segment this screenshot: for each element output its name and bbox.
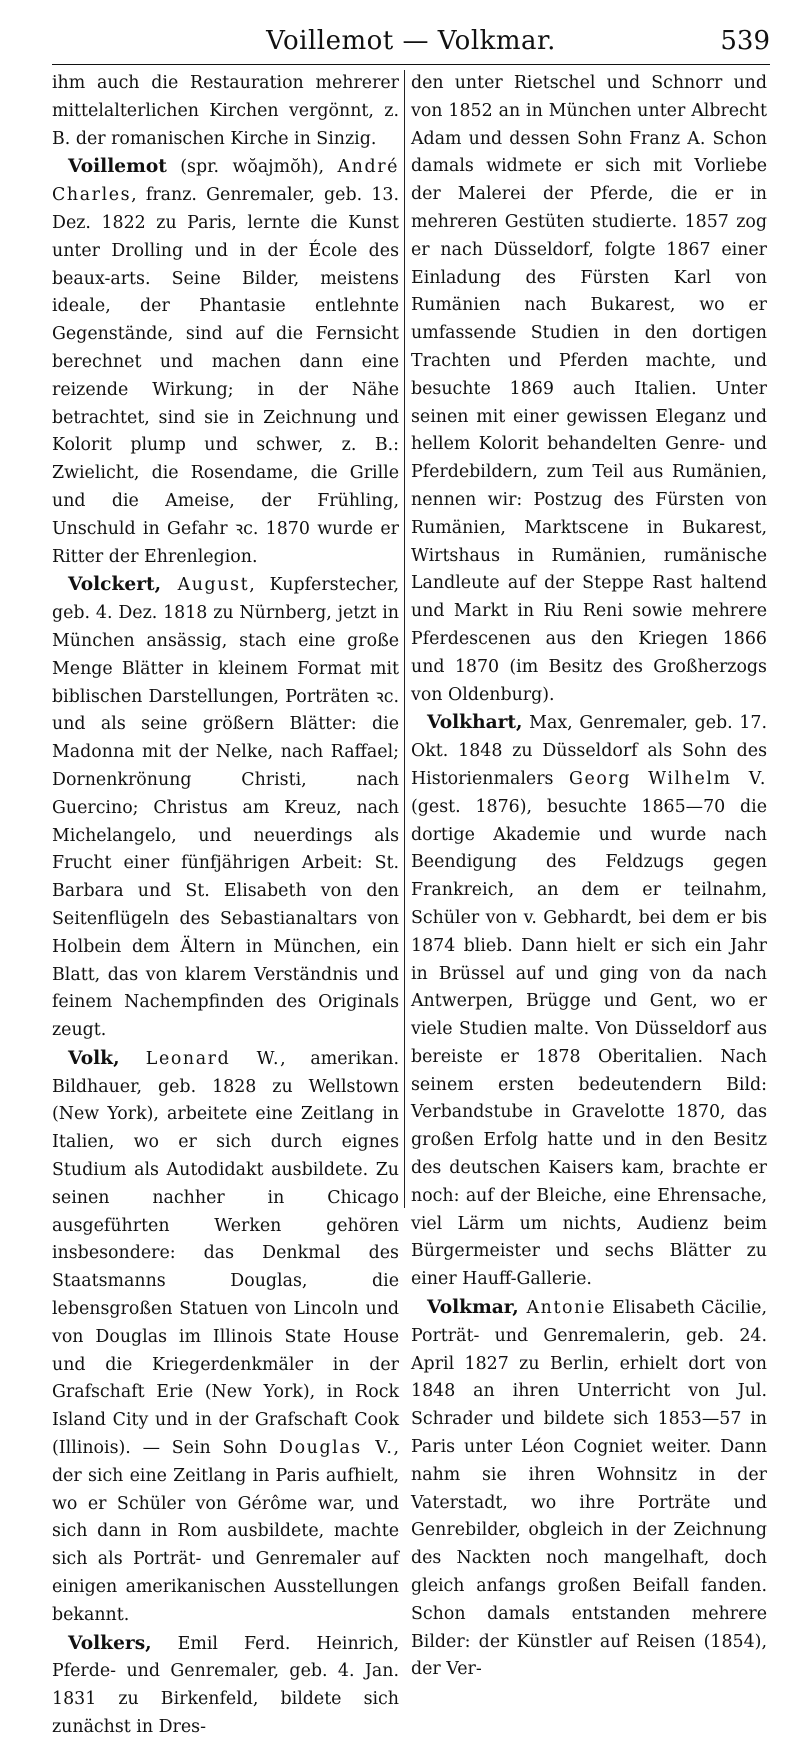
entry-text: , franz. Genremaler, geb. 13. Dez. 1822 zu Paris, lernte die Kunst unter Drolling und in der École des beaux-arts. Seine Bilder, meistens ideale, der Phantasie entlehnte Gegenstände, sind auf die Fernsicht berechnet und machen dann eine reizende Wirkung; in der Nähe betrachtet, sind sie in Zeichnung und Kolorit plump und schwer, z. B.: Zwielicht, die Rosendame, die Grille und die Ameise, der Frühling, Unschuld in Gefahr ꝛc. 1870 wurde er Ritter der Ehrenlegion. bbox=[52, 185, 399, 567]
entry-volkers bbox=[52, 1630, 399, 1742]
right-column bbox=[411, 70, 767, 1680]
headword: Volkers, bbox=[68, 1632, 152, 1654]
entry-text: Elisabeth Cäcilie, Porträt- und Genremalerin, geb. 24. April 1827 zu Berlin, erhielt dort von 1848 an ihren Unterricht von Jul. Schrader und bildete sich 1853—57 in Paris unter Léon Cogniet weiter. Dann nahm sie ihren Wohnsitz in der Vaterstadt, wo ihre Porträte und Genrebilder, obgleich in der Zeichnung des Nackten noch mangelhaft, doch gleich anfangs großen Beifall fanden. Schon damals entstanden mehrere Bilder: der Künstler auf Reisen (1854), der Ver- bbox=[411, 1298, 767, 1680]
entry-volckert bbox=[52, 571, 399, 1045]
entry-text: , Pferde- und Genremaler, geb. 4. Jan. 1831 zu Birkenfeld, bildete sich zunächst in Dres- bbox=[52, 1633, 399, 1738]
entry-text: , Genremaler, geb. 17. Okt. 1848 zu Düsseldorf als Sohn des Historienmalers bbox=[411, 713, 767, 789]
running-head: Voillemot — Volkmar. bbox=[266, 26, 556, 56]
column-divider bbox=[404, 70, 405, 1208]
headword: Volk, bbox=[68, 1047, 120, 1069]
continuation-text: ihm auch die Restauration mehrerer mittelalterlichen Kirchen vergönnt, z. B. der romanischen Kirche in Sinzig. bbox=[52, 73, 399, 149]
given-names: Leonard W. bbox=[119, 1048, 281, 1069]
headword: Volckert, bbox=[68, 574, 162, 596]
headword: Voillemot bbox=[68, 156, 167, 178]
headword: Volkmar, bbox=[427, 1297, 519, 1319]
continuation-text: den unter Rietschel und Schnorr und von 1852 an in München unter Albrecht Adam und dessen Sohn Franz A. Schon damals widmete er sich mit Vorliebe der Malerei der Pferde, die er in mehreren Gestüten studierte. 1857 zog er nach Düsseldorf, folgte 1867 einer Einladung des Fürsten Karl von Rumänien nach Bukarest, wo er umfassende Studien in den dortigen Trachten und Pferden machte, und besuchte 1869 auch Italien. Unter seinen mit einer gewissen Eleganz und hellem Kolorit behandelten Genre- und Pferdebildern, zum Teil aus Rumänien, nennen wir: Postzug des Fürsten von Rumänien, Marktscene in Bukarest, Wirtshaus in Rumänien, rumänische Landleute auf der Steppe Rast haltend und Markt in Riu Reni sowie mehrere Pferdescenen aus den Kriegen 1866 und 1870 (im Besitz des Großherzogs von Oldenburg). bbox=[411, 73, 767, 705]
son-name: Douglas V. bbox=[279, 1438, 394, 1459]
entry-text: , der sich eine Zeitlang in Paris aufhielt, wo er Schüler von Gérôme war, und sich dann in Rom ausbildete, machte sich als Porträt- und Genremaler auf einigen amerikanischen Ausstellungen bekannt. bbox=[52, 1438, 399, 1625]
pronunciation: (spr. wŏajmŏh), bbox=[166, 157, 338, 178]
headword: Volkhart, bbox=[427, 712, 523, 734]
entry-text: , amerikan. Bildhauer, geb. 1828 zu Wellstown (New York), arbeitete eine Zeitlang in Italien, wo er sich durch eignes Studium als Autodidakt ausbildete. Zu seinen nachher in Chicago ausgeführten Werken gehören insbesondere: das Denkmal des Staatsmanns Douglas, die lebensgroßen Statuen von Lincoln und von Douglas im Illinois State House und die Kriegerdenkmäler in der Grafschaft Erie (New York), in Rock Island City und in der Grafschaft Cook (Illinois). — Sein Sohn bbox=[52, 1048, 400, 1459]
header-rule bbox=[52, 64, 770, 65]
given-names: Max bbox=[522, 713, 568, 734]
given-names: André Charles bbox=[52, 157, 399, 206]
entry-text: (gest. 1876), besuchte 1865—70 die dortige Akademie und wurde nach Beendigung des Feldzugs gegen Frankreich, an dem er teilnahm, Schüler von v. Gebhardt, bei dem er bis 1874 blieb. Dann hielt er sich ein Jahr in Brüssel auf und ging von da nach Antwerpen, Brügge und Gent, wo er viele Studien malte. Von Düsseldorf aus bereiste er 1878 Oberitalien. Nach seinem ersten bedeutendern Bild: Verbandstube in Gravelotte 1870, das großen Erfolg hatte und in den Besitz des deutschen Kaisers kam, brachte er noch: auf der Bleiche, eine Ehrensache, viel Lärm um nichts, Audienz beim Bürgermeister und sechs Blätter zu einer Hauff-Gallerie. bbox=[411, 796, 767, 1290]
left-column bbox=[52, 70, 400, 1738]
given-names: Emil Ferd. Heinrich bbox=[151, 1633, 394, 1654]
page-number: 539 bbox=[720, 26, 770, 56]
entry-volkhart bbox=[411, 709, 767, 1294]
father-name: Georg Wilhelm V. bbox=[568, 768, 767, 789]
entry-text: , Kupferstecher, geb. 4. Dez. 1818 zu Nürnberg, jetzt in München ansässig, stach eine große Menge Blätter in kleinem Format mit biblischen Darstellungen, Porträten ꝛc. und als seine größern Blätter: die Madonna mit der Nelke, nach Raffael; Dornenkrönung Christi, nach Guercino; Christus am Kreuz, nach Michelangelo, und neuerdings als Frucht einer fünfjährigen Arbeit: St. Barbara und St. Elisabeth von den Seitenflügeln des Sebastianaltars von Holbein dem Ältern in München, ein Blatt, das von klarem Verständnis und feinem Nachempfinden des Originals zeugt. bbox=[52, 575, 399, 1041]
given-names: Antonie bbox=[518, 1298, 606, 1319]
entry-voillemot bbox=[52, 153, 399, 571]
given-names: August bbox=[161, 575, 250, 596]
entry-volk bbox=[52, 1045, 399, 1630]
entry-volkmar bbox=[411, 1294, 767, 1684]
page-header bbox=[52, 0, 770, 70]
